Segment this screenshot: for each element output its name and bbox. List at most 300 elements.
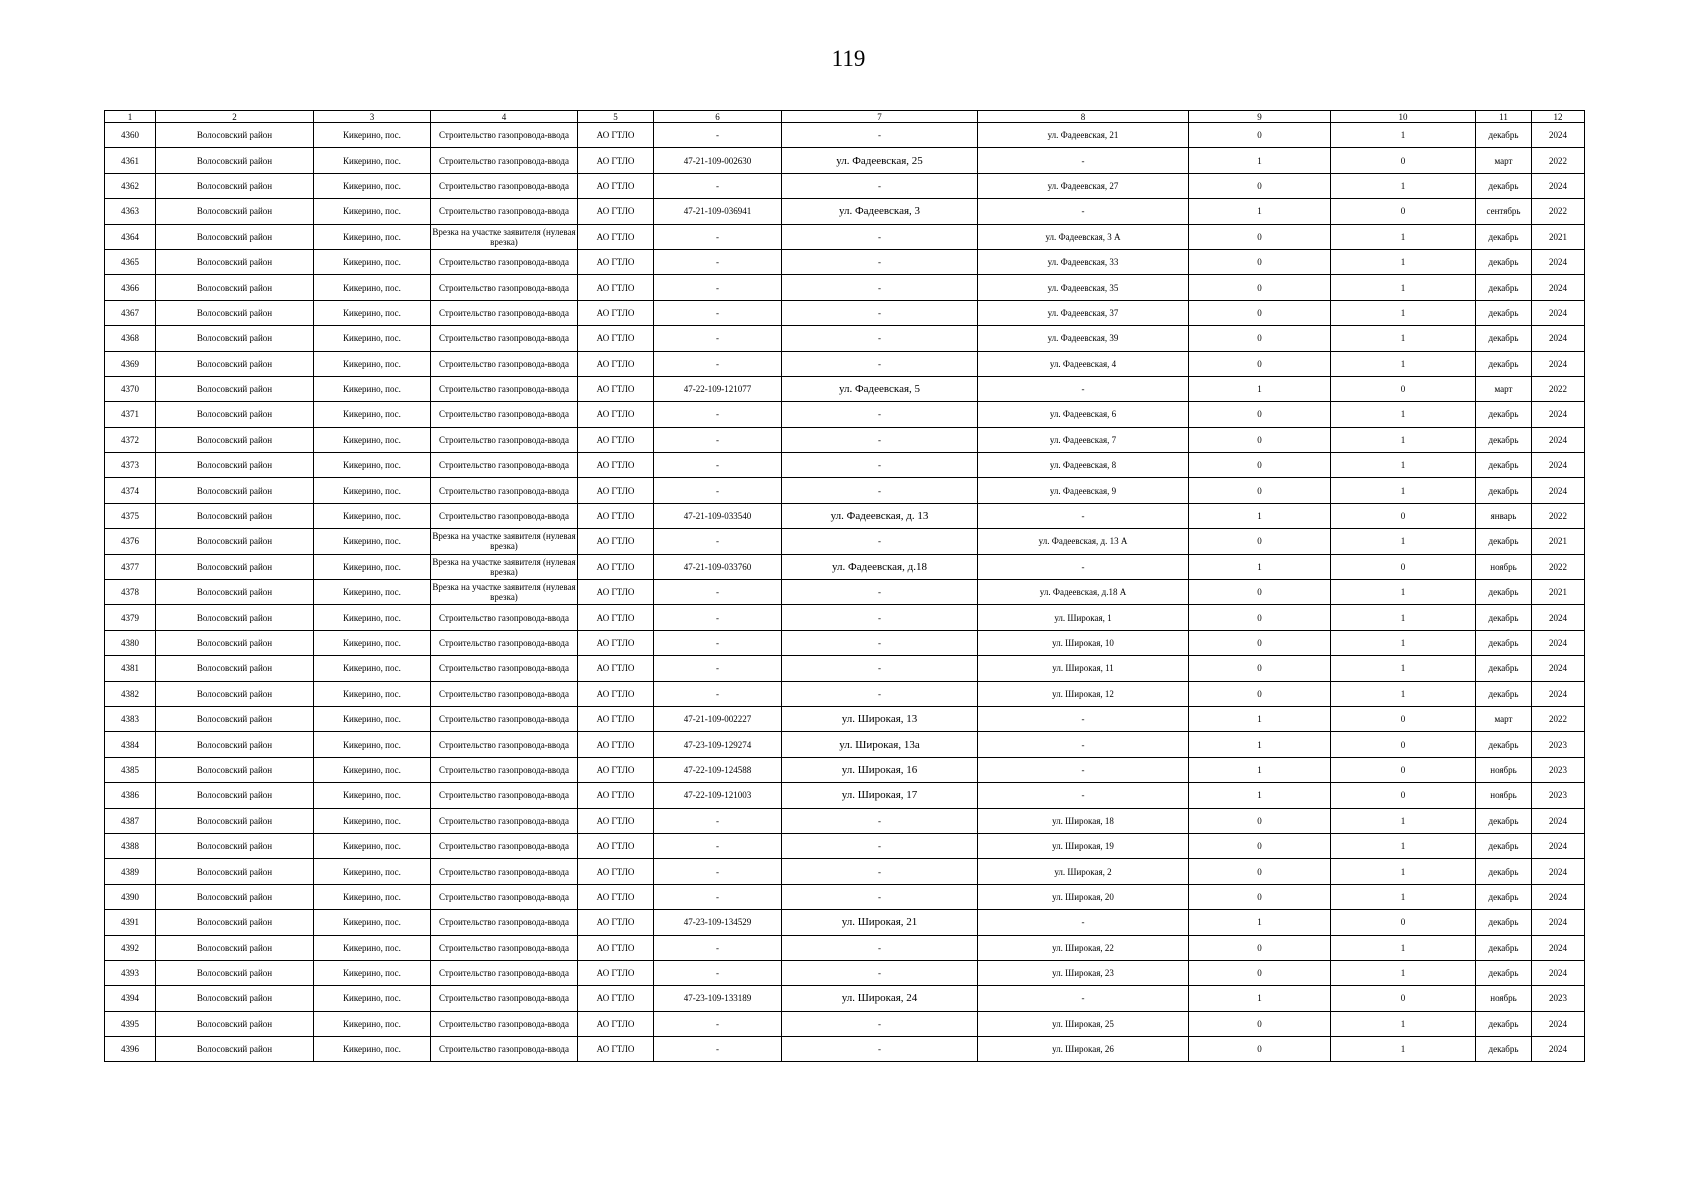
planned-address-cell: ул. Фадеевская, 6 (978, 402, 1189, 427)
work-type-cell: Строительство газопровода-ввода (431, 453, 578, 478)
organization-cell: АО ГТЛО (578, 173, 654, 198)
flag-existing-cell: 0 (1189, 681, 1331, 706)
settlement-cell: Кикерино, пос. (314, 478, 431, 503)
month-cell: декабрь (1476, 656, 1532, 681)
flag-existing-cell: 0 (1189, 1037, 1331, 1062)
settlement-cell: Кикерино, пос. (314, 580, 431, 605)
table-body (105, 123, 1585, 1062)
flag-planned-cell: 0 (1331, 757, 1476, 782)
year-cell: 2024 (1532, 123, 1585, 148)
flag-existing-cell: 0 (1189, 173, 1331, 198)
cadastral-number-cell: - (654, 123, 782, 148)
settlement-cell: Кикерино, пос. (314, 503, 431, 528)
year-cell: 2024 (1532, 173, 1585, 198)
table-row (105, 859, 1585, 884)
planned-address-cell: - (978, 757, 1189, 782)
district-cell: Волосовский район (156, 402, 314, 427)
existing-address-cell: - (782, 605, 978, 630)
planned-address-cell: ул. Фадеевская, 4 (978, 351, 1189, 376)
planned-address-cell: ул. Широкая, 23 (978, 960, 1189, 985)
planned-address-cell: ул. Широкая, 22 (978, 935, 1189, 960)
flag-planned-cell: 1 (1331, 1011, 1476, 1036)
year-cell: 2024 (1532, 960, 1585, 985)
flag-planned-cell: 0 (1331, 910, 1476, 935)
district-cell: Волосовский район (156, 935, 314, 960)
district-cell: Волосовский район (156, 630, 314, 655)
year-cell: 2024 (1532, 656, 1585, 681)
existing-address-cell: ул. Широкая, 17 (782, 783, 978, 808)
district-cell: Волосовский район (156, 833, 314, 858)
row-number-cell: 4394 (105, 986, 156, 1011)
table-row (105, 935, 1585, 960)
table-row (105, 656, 1585, 681)
year-cell: 2024 (1532, 351, 1585, 376)
organization-cell: АО ГТЛО (578, 249, 654, 274)
district-cell: Волосовский район (156, 681, 314, 706)
cadastral-number-cell: - (654, 173, 782, 198)
organization-cell: АО ГТЛО (578, 757, 654, 782)
planned-address-cell: ул. Фадеевская, 37 (978, 300, 1189, 325)
work-type-cell: Строительство газопровода-ввода (431, 986, 578, 1011)
month-cell: декабрь (1476, 580, 1532, 605)
settlement-cell: Кикерино, пос. (314, 757, 431, 782)
existing-address-cell: ул. Широкая, 21 (782, 910, 978, 935)
settlement-cell: Кикерино, пос. (314, 148, 431, 173)
table-row (105, 224, 1585, 249)
year-cell: 2024 (1532, 808, 1585, 833)
table-row (105, 605, 1585, 630)
cadastral-number-cell: 47-21-109-033540 (654, 503, 782, 528)
flag-planned-cell: 1 (1331, 529, 1476, 554)
cadastral-number-cell: 47-23-109-133189 (654, 986, 782, 1011)
settlement-cell: Кикерино, пос. (314, 960, 431, 985)
flag-existing-cell: 0 (1189, 249, 1331, 274)
cadastral-number-cell: - (654, 478, 782, 503)
district-cell: Волосовский район (156, 199, 314, 224)
month-cell: декабрь (1476, 351, 1532, 376)
work-type-cell: Строительство газопровода-ввода (431, 681, 578, 706)
district-cell: Волосовский район (156, 554, 314, 579)
table-row (105, 1011, 1585, 1036)
flag-planned-cell: 1 (1331, 453, 1476, 478)
planned-address-cell: ул. Широкая, 1 (978, 605, 1189, 630)
settlement-cell: Кикерино, пос. (314, 706, 431, 731)
cadastral-number-cell: - (654, 427, 782, 452)
work-type-cell: Строительство газопровода-ввода (431, 783, 578, 808)
row-number-cell: 4372 (105, 427, 156, 452)
table-row (105, 529, 1585, 554)
month-cell: март (1476, 148, 1532, 173)
organization-cell: АО ГТЛО (578, 656, 654, 681)
existing-address-cell: - (782, 351, 978, 376)
cadastral-number-cell: - (654, 833, 782, 858)
planned-address-cell: ул. Фадеевская, 35 (978, 275, 1189, 300)
settlement-cell: Кикерино, пос. (314, 224, 431, 249)
settlement-cell: Кикерино, пос. (314, 1011, 431, 1036)
flag-planned-cell: 0 (1331, 706, 1476, 731)
flag-planned-cell: 1 (1331, 833, 1476, 858)
row-number-cell: 4380 (105, 630, 156, 655)
column-number: 10 (1331, 111, 1476, 123)
year-cell: 2022 (1532, 706, 1585, 731)
cadastral-number-cell: - (654, 326, 782, 351)
planned-address-cell: - (978, 148, 1189, 173)
year-cell: 2024 (1532, 402, 1585, 427)
flag-existing-cell: 0 (1189, 351, 1331, 376)
year-cell: 2024 (1532, 859, 1585, 884)
cadastral-number-cell: - (654, 884, 782, 909)
existing-address-cell: - (782, 833, 978, 858)
row-number-cell: 4383 (105, 706, 156, 731)
table-row (105, 275, 1585, 300)
existing-address-cell: - (782, 859, 978, 884)
settlement-cell: Кикерино, пос. (314, 529, 431, 554)
work-type-cell: Строительство газопровода-ввода (431, 1037, 578, 1062)
district-cell: Волосовский район (156, 351, 314, 376)
planned-address-cell: ул. Фадеевская, 27 (978, 173, 1189, 198)
table-row (105, 783, 1585, 808)
organization-cell: АО ГТЛО (578, 376, 654, 401)
organization-cell: АО ГТЛО (578, 402, 654, 427)
organization-cell: АО ГТЛО (578, 833, 654, 858)
planned-address-cell: - (978, 503, 1189, 528)
year-cell: 2023 (1532, 757, 1585, 782)
year-cell: 2024 (1532, 427, 1585, 452)
work-type-cell: Строительство газопровода-ввода (431, 910, 578, 935)
district-cell: Волосовский район (156, 453, 314, 478)
column-number: 3 (314, 111, 431, 123)
year-cell: 2024 (1532, 478, 1585, 503)
organization-cell: АО ГТЛО (578, 986, 654, 1011)
row-number-cell: 4360 (105, 123, 156, 148)
column-number: 5 (578, 111, 654, 123)
flag-planned-cell: 1 (1331, 249, 1476, 274)
cadastral-number-cell: - (654, 656, 782, 681)
row-number-cell: 4370 (105, 376, 156, 401)
flag-existing-cell: 0 (1189, 123, 1331, 148)
planned-address-cell: ул. Фадеевская, 9 (978, 478, 1189, 503)
flag-existing-cell: 1 (1189, 706, 1331, 731)
district-cell: Волосовский район (156, 249, 314, 274)
work-type-cell: Строительство газопровода-ввода (431, 427, 578, 452)
table-row (105, 427, 1585, 452)
month-cell: декабрь (1476, 808, 1532, 833)
planned-address-cell: ул. Широкая, 11 (978, 656, 1189, 681)
settlement-cell: Кикерино, пос. (314, 783, 431, 808)
district-cell: Волосовский район (156, 605, 314, 630)
table-row (105, 173, 1585, 198)
column-number: 2 (156, 111, 314, 123)
cadastral-number-cell: - (654, 453, 782, 478)
column-number: 12 (1532, 111, 1585, 123)
row-number-cell: 4382 (105, 681, 156, 706)
table-row (105, 630, 1585, 655)
flag-existing-cell: 1 (1189, 554, 1331, 579)
existing-address-cell: ул. Широкая, 13 (782, 706, 978, 731)
organization-cell: АО ГТЛО (578, 478, 654, 503)
settlement-cell: Кикерино, пос. (314, 808, 431, 833)
table-row (105, 351, 1585, 376)
existing-address-cell: - (782, 529, 978, 554)
flag-existing-cell: 0 (1189, 529, 1331, 554)
work-type-cell: Строительство газопровода-ввода (431, 884, 578, 909)
planned-address-cell: - (978, 986, 1189, 1011)
existing-address-cell: - (782, 427, 978, 452)
column-number: 11 (1476, 111, 1532, 123)
cadastral-number-cell: - (654, 630, 782, 655)
work-type-cell: Строительство газопровода-ввода (431, 605, 578, 630)
settlement-cell: Кикерино, пос. (314, 630, 431, 655)
cadastral-number-cell: - (654, 300, 782, 325)
flag-existing-cell: 0 (1189, 656, 1331, 681)
month-cell: декабрь (1476, 402, 1532, 427)
existing-address-cell: - (782, 453, 978, 478)
organization-cell: АО ГТЛО (578, 783, 654, 808)
flag-planned-cell: 0 (1331, 554, 1476, 579)
flag-existing-cell: 1 (1189, 910, 1331, 935)
row-number-cell: 4387 (105, 808, 156, 833)
month-cell: ноябрь (1476, 783, 1532, 808)
cadastral-number-cell: 47-21-109-002227 (654, 706, 782, 731)
work-type-cell: Строительство газопровода-ввода (431, 173, 578, 198)
row-number-cell: 4376 (105, 529, 156, 554)
work-type-cell: Строительство газопровода-ввода (431, 503, 578, 528)
district-cell: Волосовский район (156, 960, 314, 985)
month-cell: декабрь (1476, 681, 1532, 706)
cadastral-number-cell: 47-22-109-121003 (654, 783, 782, 808)
work-type-cell: Строительство газопровода-ввода (431, 199, 578, 224)
existing-address-cell: ул. Фадеевская, д.18 (782, 554, 978, 579)
row-number-cell: 4386 (105, 783, 156, 808)
flag-planned-cell: 1 (1331, 808, 1476, 833)
cadastral-number-cell: 47-21-109-033760 (654, 554, 782, 579)
row-number-cell: 4374 (105, 478, 156, 503)
settlement-cell: Кикерино, пос. (314, 732, 431, 757)
table-row (105, 986, 1585, 1011)
year-cell: 2024 (1532, 1037, 1585, 1062)
table-row (105, 554, 1585, 579)
organization-cell: АО ГТЛО (578, 580, 654, 605)
table-row (105, 123, 1585, 148)
organization-cell: АО ГТЛО (578, 859, 654, 884)
organization-cell: АО ГТЛО (578, 935, 654, 960)
year-cell: 2024 (1532, 326, 1585, 351)
month-cell: декабрь (1476, 884, 1532, 909)
year-cell: 2024 (1532, 630, 1585, 655)
flag-planned-cell: 1 (1331, 681, 1476, 706)
table-row (105, 478, 1585, 503)
planned-address-cell: - (978, 706, 1189, 731)
table-row (105, 249, 1585, 274)
settlement-cell: Кикерино, пос. (314, 275, 431, 300)
flag-existing-cell: 0 (1189, 300, 1331, 325)
organization-cell: АО ГТЛО (578, 427, 654, 452)
work-type-cell: Строительство газопровода-ввода (431, 656, 578, 681)
flag-existing-cell: 0 (1189, 478, 1331, 503)
planned-address-cell: ул. Фадеевская, 3 А (978, 224, 1189, 249)
row-number-cell: 4390 (105, 884, 156, 909)
table-row (105, 884, 1585, 909)
settlement-cell: Кикерино, пос. (314, 300, 431, 325)
settlement-cell: Кикерино, пос. (314, 376, 431, 401)
flag-planned-cell: 1 (1331, 300, 1476, 325)
existing-address-cell: ул. Фадеевская, д. 13 (782, 503, 978, 528)
year-cell: 2024 (1532, 833, 1585, 858)
year-cell: 2021 (1532, 224, 1585, 249)
district-cell: Волосовский район (156, 478, 314, 503)
month-cell: декабрь (1476, 300, 1532, 325)
cadastral-number-cell: 47-22-109-124588 (654, 757, 782, 782)
flag-existing-cell: 0 (1189, 833, 1331, 858)
flag-planned-cell: 1 (1331, 326, 1476, 351)
row-number-cell: 4393 (105, 960, 156, 985)
existing-address-cell: ул. Фадеевская, 25 (782, 148, 978, 173)
row-number-cell: 4381 (105, 656, 156, 681)
flag-planned-cell: 0 (1331, 732, 1476, 757)
organization-cell: АО ГТЛО (578, 706, 654, 731)
organization-cell: АО ГТЛО (578, 300, 654, 325)
month-cell: декабрь (1476, 1037, 1532, 1062)
flag-planned-cell: 1 (1331, 1037, 1476, 1062)
cadastral-number-cell: 47-21-109-036941 (654, 199, 782, 224)
organization-cell: АО ГТЛО (578, 529, 654, 554)
flag-planned-cell: 1 (1331, 859, 1476, 884)
work-type-cell: Строительство газопровода-ввода (431, 1011, 578, 1036)
work-type-cell: Строительство газопровода-ввода (431, 808, 578, 833)
existing-address-cell: ул. Широкая, 13а (782, 732, 978, 757)
year-cell: 2022 (1532, 554, 1585, 579)
organization-cell: АО ГТЛО (578, 605, 654, 630)
flag-planned-cell: 0 (1331, 376, 1476, 401)
existing-address-cell: - (782, 935, 978, 960)
settlement-cell: Кикерино, пос. (314, 402, 431, 427)
existing-address-cell: - (782, 1037, 978, 1062)
planned-address-cell: - (978, 732, 1189, 757)
flag-planned-cell: 1 (1331, 580, 1476, 605)
cadastral-number-cell: - (654, 351, 782, 376)
organization-cell: АО ГТЛО (578, 503, 654, 528)
table-row (105, 808, 1585, 833)
existing-address-cell: - (782, 580, 978, 605)
work-type-cell: Строительство газопровода-ввода (431, 326, 578, 351)
year-cell: 2024 (1532, 884, 1585, 909)
cadastral-number-cell: - (654, 960, 782, 985)
district-cell: Волосовский район (156, 859, 314, 884)
flag-existing-cell: 0 (1189, 402, 1331, 427)
cadastral-number-cell: - (654, 402, 782, 427)
flag-existing-cell: 1 (1189, 376, 1331, 401)
row-number-cell: 4379 (105, 605, 156, 630)
month-cell: декабрь (1476, 453, 1532, 478)
column-number: 9 (1189, 111, 1331, 123)
settlement-cell: Кикерино, пос. (314, 986, 431, 1011)
flag-planned-cell: 1 (1331, 884, 1476, 909)
settlement-cell: Кикерино, пос. (314, 199, 431, 224)
existing-address-cell: - (782, 224, 978, 249)
month-cell: декабрь (1476, 275, 1532, 300)
row-number-cell: 4377 (105, 554, 156, 579)
planned-address-cell: ул. Широкая, 26 (978, 1037, 1189, 1062)
planned-address-cell: - (978, 910, 1189, 935)
month-cell: декабрь (1476, 427, 1532, 452)
settlement-cell: Кикерино, пос. (314, 935, 431, 960)
work-type-cell: Строительство газопровода-ввода (431, 249, 578, 274)
year-cell: 2024 (1532, 453, 1585, 478)
organization-cell: АО ГТЛО (578, 884, 654, 909)
organization-cell: АО ГТЛО (578, 1037, 654, 1062)
row-number-cell: 4365 (105, 249, 156, 274)
organization-cell: АО ГТЛО (578, 732, 654, 757)
existing-address-cell: - (782, 630, 978, 655)
row-number-cell: 4396 (105, 1037, 156, 1062)
existing-address-cell: - (782, 808, 978, 833)
organization-cell: АО ГТЛО (578, 960, 654, 985)
district-cell: Волосовский район (156, 503, 314, 528)
existing-address-cell: ул. Широкая, 24 (782, 986, 978, 1011)
existing-address-cell: ул. Фадеевская, 5 (782, 376, 978, 401)
table-row (105, 402, 1585, 427)
cadastral-number-cell: - (654, 859, 782, 884)
year-cell: 2024 (1532, 1011, 1585, 1036)
column-number: 6 (654, 111, 782, 123)
flag-existing-cell: 0 (1189, 580, 1331, 605)
organization-cell: АО ГТЛО (578, 123, 654, 148)
table-row (105, 148, 1585, 173)
flag-existing-cell: 0 (1189, 427, 1331, 452)
settlement-cell: Кикерино, пос. (314, 605, 431, 630)
work-type-cell: Строительство газопровода-ввода (431, 478, 578, 503)
organization-cell: АО ГТЛО (578, 199, 654, 224)
row-number-cell: 4362 (105, 173, 156, 198)
planned-address-cell: ул. Фадеевская, 33 (978, 249, 1189, 274)
row-number-cell: 4367 (105, 300, 156, 325)
year-cell: 2023 (1532, 732, 1585, 757)
planned-address-cell: ул. Широкая, 25 (978, 1011, 1189, 1036)
month-cell: декабрь (1476, 833, 1532, 858)
row-number-cell: 4369 (105, 351, 156, 376)
district-cell: Волосовский район (156, 123, 314, 148)
cadastral-number-cell: - (654, 580, 782, 605)
work-type-cell: Строительство газопровода-ввода (431, 859, 578, 884)
year-cell: 2021 (1532, 580, 1585, 605)
organization-cell: АО ГТЛО (578, 1011, 654, 1036)
planned-address-cell: ул. Широкая, 10 (978, 630, 1189, 655)
settlement-cell: Кикерино, пос. (314, 1037, 431, 1062)
row-number-cell: 4368 (105, 326, 156, 351)
district-cell: Волосовский район (156, 173, 314, 198)
flag-planned-cell: 1 (1331, 960, 1476, 985)
year-cell: 2024 (1532, 935, 1585, 960)
district-cell: Волосовский район (156, 732, 314, 757)
table-row (105, 376, 1585, 401)
cadastral-number-cell: 47-23-109-129274 (654, 732, 782, 757)
cadastral-number-cell: - (654, 605, 782, 630)
existing-address-cell: - (782, 884, 978, 909)
month-cell: декабрь (1476, 935, 1532, 960)
settlement-cell: Кикерино, пос. (314, 910, 431, 935)
settlement-cell: Кикерино, пос. (314, 326, 431, 351)
month-cell: декабрь (1476, 960, 1532, 985)
existing-address-cell: - (782, 402, 978, 427)
month-cell: декабрь (1476, 732, 1532, 757)
flag-planned-cell: 1 (1331, 351, 1476, 376)
existing-address-cell: ул. Фадеевская, 3 (782, 199, 978, 224)
settlement-cell: Кикерино, пос. (314, 859, 431, 884)
district-cell: Волосовский район (156, 275, 314, 300)
flag-planned-cell: 1 (1331, 275, 1476, 300)
table-row (105, 300, 1585, 325)
year-cell: 2024 (1532, 910, 1585, 935)
